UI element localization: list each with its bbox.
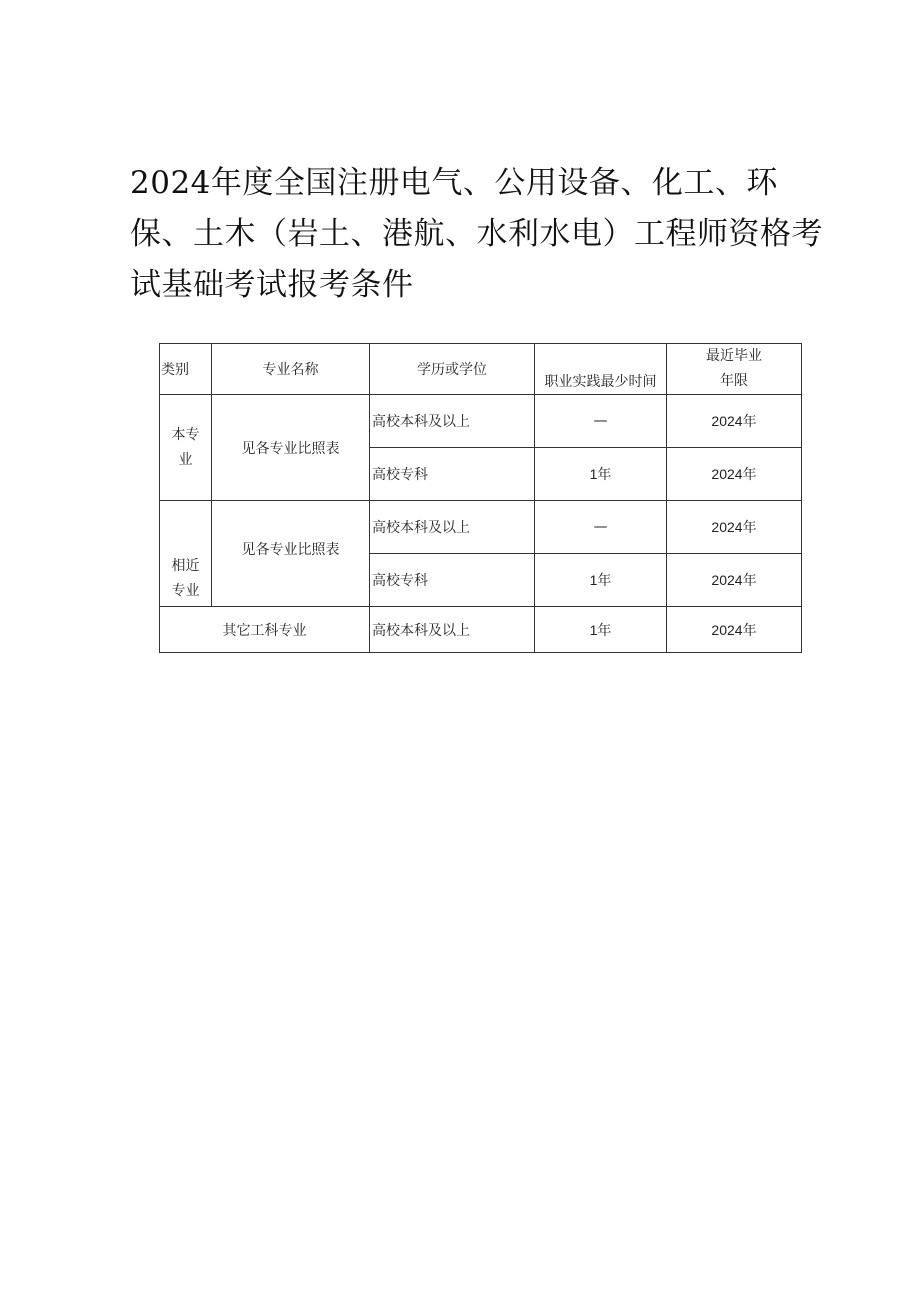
requirements-table: [159, 343, 802, 653]
other-major-name-cell: 其它工科专业: [160, 607, 370, 653]
education-cell: 高校专科: [370, 554, 535, 607]
category-line2: 业: [178, 451, 193, 468]
table-header-row: [160, 344, 802, 395]
graduation-limit-cell: 2024年: [667, 607, 802, 653]
education-cell: 高校本科及以上: [370, 501, 535, 554]
header-graduation-limit-line2: 年限: [720, 373, 748, 389]
table-row: [160, 607, 802, 653]
practice-time-cell: —: [535, 395, 667, 448]
header-major-name: 专业名称: [212, 344, 370, 395]
major-name-cell: 见各专业比照表: [212, 395, 370, 501]
header-category: 类别: [160, 344, 212, 395]
category-line1: 相近: [171, 558, 200, 574]
graduation-limit-cell: 2024年: [667, 501, 802, 554]
education-cell: 高校专科: [370, 448, 535, 501]
graduation-limit-cell: 2024年: [667, 448, 802, 501]
header-graduation-limit-line1: 最近毕业: [706, 348, 762, 364]
education-cell: 高校本科及以上: [370, 395, 535, 448]
practice-time-cell: 1年: [535, 554, 667, 607]
category-cell-related-major: [160, 501, 212, 607]
table-row: [160, 395, 802, 448]
category-cell-same-major: [160, 395, 212, 501]
table-row: [160, 501, 802, 554]
graduation-limit-cell: 2024年: [667, 554, 802, 607]
practice-time-cell: 1年: [535, 607, 667, 653]
header-education: 学历或学位: [370, 344, 535, 395]
header-graduation-limit: [667, 344, 802, 395]
practice-time-cell: 1年: [535, 448, 667, 501]
category-line2: 专业: [171, 583, 200, 599]
education-cell: 高校本科及以上: [370, 607, 535, 653]
practice-time-cell: —: [535, 501, 667, 554]
major-name-cell: 见各专业比照表: [212, 501, 370, 607]
document-title: 2024年度全国注册电气、公用设备、化工、环保、土木（岩土、港航、水利水电）工程师资格考试基础考试报考条件: [130, 165, 823, 303]
graduation-limit-cell: 2024年: [667, 395, 802, 448]
header-practice-time: 职业实践最少时间: [535, 344, 667, 395]
category-line1: 本专: [171, 426, 200, 443]
